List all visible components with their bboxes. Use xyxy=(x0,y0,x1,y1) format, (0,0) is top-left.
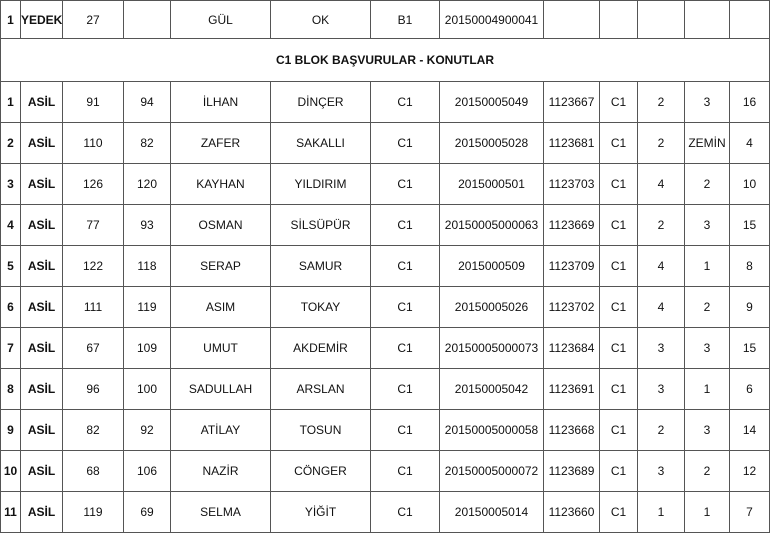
cell-value: 68 xyxy=(63,451,124,492)
cell-block: C1 xyxy=(371,328,440,369)
cell-value: 67 xyxy=(63,328,124,369)
cell-value: 4 xyxy=(638,164,685,205)
cell-value: 109 xyxy=(124,328,171,369)
cell-status: ASİL xyxy=(21,410,63,451)
cell-flat-no: 7 xyxy=(730,492,770,533)
cell-application-no: 2015000509 xyxy=(440,246,544,287)
cell-status: ASİL xyxy=(21,82,63,123)
cell-application-no: 20150005026 xyxy=(440,287,544,328)
cell-value: 2 xyxy=(638,410,685,451)
cell-value: 82 xyxy=(124,123,171,164)
cell-application-no: 20150005000073 xyxy=(440,328,544,369)
cell-status: ASİL xyxy=(21,123,63,164)
cell-value: 3 xyxy=(638,451,685,492)
cell-block: C1 xyxy=(371,164,440,205)
cell-first-name: NAZİR xyxy=(171,451,271,492)
cell-value: 92 xyxy=(124,410,171,451)
table-row xyxy=(1,82,770,123)
cell-value: 93 xyxy=(124,205,171,246)
cell-application-no: 20150005028 xyxy=(440,123,544,164)
cell-value: 94 xyxy=(124,82,171,123)
table-row xyxy=(1,164,770,205)
cell-value: 118 xyxy=(124,246,171,287)
cell-block-2: C1 xyxy=(600,287,638,328)
cell-flat-no: 14 xyxy=(730,410,770,451)
cell-first-name: ASIM xyxy=(171,287,271,328)
section-title: C1 BLOK BAŞVURULAR - KONUTLAR xyxy=(1,39,770,82)
cell-code: 1123684 xyxy=(544,328,600,369)
cell-block-2: C1 xyxy=(600,246,638,287)
cell-value: 110 xyxy=(63,123,124,164)
cell-row-number: 8 xyxy=(1,369,21,410)
table-row-yedek xyxy=(1,1,770,39)
cell-last-name: SAKALLI xyxy=(271,123,371,164)
cell-status: YEDEK xyxy=(21,1,63,39)
cell-floor: 2 xyxy=(685,287,730,328)
cell-status: ASİL xyxy=(21,164,63,205)
cell-value: 2 xyxy=(638,123,685,164)
cell-value: 119 xyxy=(63,492,124,533)
cell-first-name: ZAFER xyxy=(171,123,271,164)
cell-floor: 3 xyxy=(685,328,730,369)
cell-value xyxy=(600,1,638,39)
cell-flat-no: 6 xyxy=(730,369,770,410)
cell-flat-no: 8 xyxy=(730,246,770,287)
cell-block-2: C1 xyxy=(600,82,638,123)
table-row xyxy=(1,328,770,369)
cell-first-name: UMUT xyxy=(171,328,271,369)
cell-application-no: 20150004900041 xyxy=(440,1,544,39)
cell-row-number: 7 xyxy=(1,328,21,369)
cell-code: 1123709 xyxy=(544,246,600,287)
cell-last-name: SİLSÜPÜR xyxy=(271,205,371,246)
table-row xyxy=(1,410,770,451)
section-header-row xyxy=(1,39,770,82)
table-row xyxy=(1,123,770,164)
cell-row-number: 10 xyxy=(1,451,21,492)
cell-flat-no: 9 xyxy=(730,287,770,328)
cell-flat-no: 10 xyxy=(730,164,770,205)
table-row xyxy=(1,205,770,246)
cell-block-2: C1 xyxy=(600,492,638,533)
cell-block: C1 xyxy=(371,451,440,492)
cell-flat-no: 4 xyxy=(730,123,770,164)
cell-block-2: C1 xyxy=(600,164,638,205)
cell-code: 1123703 xyxy=(544,164,600,205)
cell-value: 77 xyxy=(63,205,124,246)
cell-floor: ZEMİN xyxy=(685,123,730,164)
cell-application-no: 20150005000058 xyxy=(440,410,544,451)
cell-status: ASİL xyxy=(21,328,63,369)
cell-value: 122 xyxy=(63,246,124,287)
cell-flat-no: 15 xyxy=(730,205,770,246)
cell-code: 1123669 xyxy=(544,205,600,246)
cell-last-name: CÖNGER xyxy=(271,451,371,492)
cell-status: ASİL xyxy=(21,369,63,410)
cell-flat-no: 15 xyxy=(730,328,770,369)
cell-block: C1 xyxy=(371,369,440,410)
cell-application-no: 2015000501 xyxy=(440,164,544,205)
cell-value: 1 xyxy=(638,492,685,533)
cell-block: C1 xyxy=(371,410,440,451)
cell-value xyxy=(124,1,171,39)
cell-code: 1123660 xyxy=(544,492,600,533)
cell-floor: 1 xyxy=(685,369,730,410)
table-row xyxy=(1,287,770,328)
cell-application-no: 20150005000072 xyxy=(440,451,544,492)
cell-application-no: 20150005000063 xyxy=(440,205,544,246)
cell-row-number: 4 xyxy=(1,205,21,246)
cell-block: C1 xyxy=(371,82,440,123)
cell-value: 27 xyxy=(63,1,124,39)
cell-value xyxy=(544,1,600,39)
cell-block: B1 xyxy=(371,1,440,39)
cell-floor: 2 xyxy=(685,164,730,205)
cell-block-2: C1 xyxy=(600,451,638,492)
cell-value: 69 xyxy=(124,492,171,533)
cell-value: 120 xyxy=(124,164,171,205)
table-row xyxy=(1,451,770,492)
cell-row-number: 5 xyxy=(1,246,21,287)
cell-block: C1 xyxy=(371,492,440,533)
cell-row-number: 9 xyxy=(1,410,21,451)
cell-application-no: 20150005049 xyxy=(440,82,544,123)
cell-value: 111 xyxy=(63,287,124,328)
cell-value: 3 xyxy=(638,328,685,369)
cell-floor: 3 xyxy=(685,410,730,451)
cell-last-name: TOKAY xyxy=(271,287,371,328)
cell-floor: 1 xyxy=(685,492,730,533)
cell-row-number: 11 xyxy=(1,492,21,533)
cell-block-2: C1 xyxy=(600,205,638,246)
cell-row-number: 6 xyxy=(1,287,21,328)
cell-first-name: İLHAN xyxy=(171,82,271,123)
cell-status: ASİL xyxy=(21,246,63,287)
cell-flat-no: 16 xyxy=(730,82,770,123)
cell-floor: 1 xyxy=(685,246,730,287)
cell-block: C1 xyxy=(371,287,440,328)
cell-application-no: 20150005014 xyxy=(440,492,544,533)
cell-value: 100 xyxy=(124,369,171,410)
cell-value: 2 xyxy=(638,205,685,246)
cell-code: 1123691 xyxy=(544,369,600,410)
cell-first-name: ATİLAY xyxy=(171,410,271,451)
cell-last-name: DİNÇER xyxy=(271,82,371,123)
cell-value: 96 xyxy=(63,369,124,410)
cell-first-name: GÜL xyxy=(171,1,271,39)
cell-status: ASİL xyxy=(21,451,63,492)
cell-value: 4 xyxy=(638,246,685,287)
cell-block-2: C1 xyxy=(600,328,638,369)
cell-block-2: C1 xyxy=(600,410,638,451)
cell-block: C1 xyxy=(371,205,440,246)
cell-first-name: KAYHAN xyxy=(171,164,271,205)
cell-last-name: YILDIRIM xyxy=(271,164,371,205)
cell-code: 1123667 xyxy=(544,82,600,123)
cell-first-name: SERAP xyxy=(171,246,271,287)
cell-first-name: SELMA xyxy=(171,492,271,533)
cell-floor: 3 xyxy=(685,205,730,246)
cell-row-number: 2 xyxy=(1,123,21,164)
cell-first-name: SADULLAH xyxy=(171,369,271,410)
cell-value xyxy=(685,1,730,39)
table-row xyxy=(1,492,770,533)
cell-last-name: YİĞİT xyxy=(271,492,371,533)
cell-value xyxy=(730,1,770,39)
cell-block-2: C1 xyxy=(600,123,638,164)
cell-last-name: SAMUR xyxy=(271,246,371,287)
cell-code: 1123681 xyxy=(544,123,600,164)
cell-value: 119 xyxy=(124,287,171,328)
table-row xyxy=(1,369,770,410)
cell-status: ASİL xyxy=(21,492,63,533)
table-row xyxy=(1,246,770,287)
cell-code: 1123668 xyxy=(544,410,600,451)
cell-floor: 2 xyxy=(685,451,730,492)
cell-value: 2 xyxy=(638,82,685,123)
cell-value: 106 xyxy=(124,451,171,492)
cell-value: 4 xyxy=(638,287,685,328)
cell-last-name: TOSUN xyxy=(271,410,371,451)
cell-first-name: OSMAN xyxy=(171,205,271,246)
cell-block: C1 xyxy=(371,123,440,164)
cell-row-number: 1 xyxy=(1,82,21,123)
cell-value xyxy=(638,1,685,39)
cell-last-name: AKDEMİR xyxy=(271,328,371,369)
cell-floor: 3 xyxy=(685,82,730,123)
cell-code: 1123689 xyxy=(544,451,600,492)
cell-flat-no: 12 xyxy=(730,451,770,492)
cell-last-name: OK xyxy=(271,1,371,39)
cell-value: 126 xyxy=(63,164,124,205)
cell-status: ASİL xyxy=(21,205,63,246)
cell-block: C1 xyxy=(371,246,440,287)
cell-value: 82 xyxy=(63,410,124,451)
cell-block-2: C1 xyxy=(600,369,638,410)
cell-last-name: ARSLAN xyxy=(271,369,371,410)
cell-value: 3 xyxy=(638,369,685,410)
cell-row-number: 3 xyxy=(1,164,21,205)
cell-row-number: 1 xyxy=(1,1,21,39)
cell-application-no: 20150005042 xyxy=(440,369,544,410)
cell-status: ASİL xyxy=(21,287,63,328)
cell-code: 1123702 xyxy=(544,287,600,328)
cell-value: 91 xyxy=(63,82,124,123)
